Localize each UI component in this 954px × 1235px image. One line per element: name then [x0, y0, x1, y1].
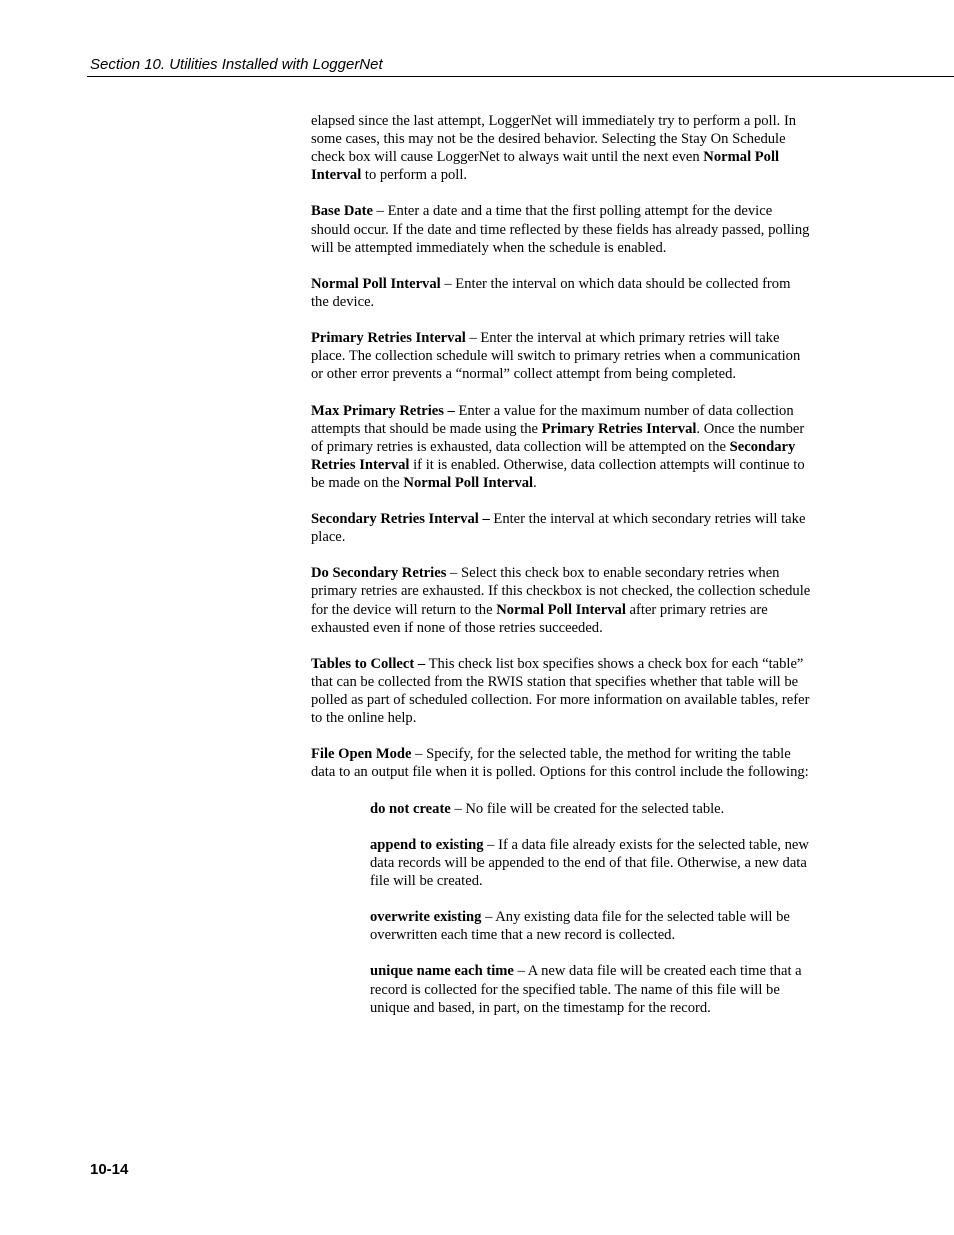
option-overwrite-existing: overwrite existing – Any existing data file for the selected table will be overwritten each time that a new record is collected. [370, 909, 790, 944]
option-unique-name-each-time: unique name each time – A new data file will be created each time that a record is collected for the specified table. The name of this file will be unique and based, in part, on the timestamp for the record. [370, 963, 802, 1016]
paragraph-continuation: elapsed since the last attempt, LoggerNet will immediately try to perform a poll. In some cases, this may not be the desired behavior. Selecting the Stay On Schedule check box will cause LoggerNet to always wait until the next even Normal Poll Interval to perform a poll. [311, 113, 797, 184]
paragraph-normal-poll-interval: Normal Poll Interval – Enter the interval on which data should be collected from the device. [311, 275, 791, 310]
paragraph-primary-retries-interval: Primary Retries Interval – Enter the interval at which primary retries will take place. The collection schedule will switch to primary retries when a communication or other error prevents a “normal” collect attempt from being completed. [311, 330, 801, 383]
body-text [311, 112, 811, 1035]
paragraph-file-open-mode: File Open Mode – Specify, for the selected table, the method for writing the table data to an output file when it is polled. Options for this control include the following: [311, 746, 809, 781]
option-append-to-existing: append to existing – If a data file already exists for the selected table, new data records will be appended to the end of that file. Otherwise, a new data file will be created. [370, 836, 809, 889]
paragraph-do-secondary-retries: Do Secondary Retries – Select this check box to enable secondary retries when primary retries are exhausted. If this checkbox is not checked, the collection schedule for the device will return to the Normal Poll Interval after primary retries are exhausted even if none of those retries succeeded. [311, 565, 811, 636]
option-do-not-create: do not create – No file will be created for the selected table. [370, 800, 725, 817]
page-number: 10-14 [90, 1161, 129, 1178]
paragraph-base-date: Base Date – Enter a date and a time that the first polling attempt for the device should occur. If the date and time reflected by these fields has already passed, polling will be attempted immediately when the schedule is enabled. [311, 203, 810, 256]
paragraph-tables-to-collect: Tables to Collect – This check list box specifies shows a check box for each “table” that can be collected from the RWIS station that specifies whether that table will be polled as part of scheduled collection. For more information on available tables, refer to the online help. [311, 655, 810, 727]
header-rule [87, 76, 954, 77]
running-header: Section 10. Utilities Installed with LoggerNet [90, 56, 383, 73]
paragraph-max-primary-retries: Max Primary Retries – Enter a value for the maximum number of data collection attempts that should be made using the Primary Retries Interval. Once the number of primary retries is exhausted, data collection will be attempted on the Secondary Retries Interval if it is enabled. Otherwise, data collection attempts will continue to be made on the Normal Poll Interval. [311, 402, 805, 491]
paragraph-secondary-retries-interval: Secondary Retries Interval – Enter the interval at which secondary retries will take place. [311, 511, 806, 546]
file-open-mode-options [370, 800, 810, 1017]
